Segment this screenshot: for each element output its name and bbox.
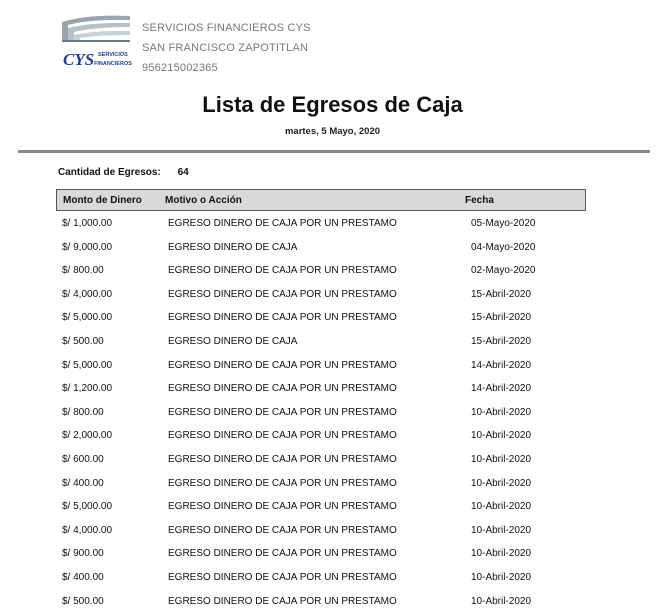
header-fecha: Fecha [465,195,494,206]
table-row [56,236,586,260]
cell-motivo: EGRESO DINERO DE CAJA POR UN PRESTAMO [168,265,397,277]
table-row [56,424,586,448]
cell-fecha: 10-Abril-2020 [471,453,532,465]
cell-motivo: EGRESO DINERO DE CAJA POR UN PRESTAMO [168,288,397,300]
cell-fecha: 10-Abril-2020 [471,477,532,489]
logo-brand-text: CYS [63,50,95,69]
cell-motivo: EGRESO DINERO DE CAJA POR UN PRESTAMO [168,218,397,229]
divider [18,150,650,153]
cell-motivo: EGRESO DINERO DE CAJA POR UN PRESTAMO [168,595,397,607]
company-location: SAN FRANCISCO ZAPOTITLAN [142,42,309,54]
cell-fecha: 02-Mayo-2020 [471,265,536,277]
table-row [56,542,586,566]
cell-motivo: EGRESO DINERO DE CAJA POR UN PRESTAMO [168,359,397,371]
cell-fecha: 10-Abril-2020 [471,524,532,536]
cell-monto: $/ 1,000.00 [62,218,113,229]
logo-tagline-1: SERVICIOS [98,52,128,58]
cell-motivo: EGRESO DINERO DE CAJA POR UN PRESTAMO [168,406,397,418]
cell-monto: $/ 1,200.00 [62,383,113,395]
cell-monto: $/ 600.00 [62,453,104,465]
cell-fecha: 04-Mayo-2020 [471,241,536,253]
table-row [56,590,586,613]
cell-fecha: 05-Mayo-2020 [471,218,536,229]
cell-motivo: EGRESO DINERO DE CAJA POR UN PRESTAMO [168,571,397,583]
header-motivo: Motivo o Acción [165,195,242,206]
cell-monto: $/ 900.00 [62,548,104,560]
table-row [56,283,586,307]
table-row [56,354,586,378]
cell-monto: $/ 5,000.00 [62,359,113,371]
cell-fecha: 10-Abril-2020 [471,595,532,607]
table-row [56,472,586,496]
cell-fecha: 10-Abril-2020 [471,571,532,583]
cell-monto: $/ 2,000.00 [62,430,113,442]
table-row [56,306,586,330]
table-row [56,330,586,354]
count-label: Cantidad de Egresos: [58,167,161,178]
count-value: 64 [177,167,189,178]
table-row [56,448,586,472]
count-row [58,167,189,178]
cell-motivo: EGRESO DINERO DE CAJA POR UN PRESTAMO [168,430,397,442]
cell-fecha: 15-Abril-2020 [471,335,532,347]
cell-monto: $/ 5,000.00 [62,501,113,513]
report-date: martes, 5 Mayo, 2020 [284,126,381,137]
header-monto: Monto de Dinero [63,195,142,206]
cell-monto: $/ 800.00 [62,406,104,418]
company-logo [58,10,134,74]
company-phone: 956215002365 [142,62,218,74]
report-header [58,10,658,80]
table-row [56,259,586,283]
cell-monto: $/ 4,000.00 [62,288,113,300]
cell-monto: $/ 500.00 [62,595,104,607]
table-row [56,212,586,236]
cell-motivo: EGRESO DINERO DE CAJA POR UN PRESTAMO [168,477,397,489]
cell-monto: $/ 800.00 [62,265,104,277]
table-row [56,401,586,425]
table-row [56,377,586,401]
cell-fecha: 10-Abril-2020 [471,501,532,513]
cell-motivo: EGRESO DINERO DE CAJA POR UN PRESTAMO [168,501,397,513]
cell-fecha: 10-Abril-2020 [471,548,532,560]
cell-fecha: 15-Abril-2020 [471,312,532,324]
cell-motivo: EGRESO DINERO DE CAJA POR UN PRESTAMO [168,524,397,536]
cell-fecha: 10-Abril-2020 [471,430,532,442]
report-title: Lista de Egresos de Caja [202,92,463,117]
cell-fecha: 14-Abril-2020 [471,359,532,371]
cell-monto: $/ 5,000.00 [62,312,113,324]
cell-monto: $/ 400.00 [62,477,104,489]
logo-tagline-2: FINANCIEROS [94,61,132,67]
cell-fecha: 15-Abril-2020 [471,288,532,300]
cell-motivo: EGRESO DINERO DE CAJA POR UN PRESTAMO [168,383,397,395]
table-row [56,519,586,543]
cell-motivo: EGRESO DINERO DE CAJA [168,241,298,253]
cell-motivo: EGRESO DINERO DE CAJA POR UN PRESTAMO [168,312,397,324]
company-info [142,18,311,78]
cell-monto: $/ 400.00 [62,571,104,583]
cell-monto: $/ 9,000.00 [62,241,113,253]
cell-fecha: 14-Abril-2020 [471,383,532,395]
cell-motivo: EGRESO DINERO DE CAJA POR UN PRESTAMO [168,453,397,465]
table-row [56,566,586,590]
cell-fecha: 10-Abril-2020 [471,406,532,418]
cell-motivo: EGRESO DINERO DE CAJA POR UN PRESTAMO [168,548,397,560]
cell-monto: $/ 500.00 [62,335,104,347]
cell-monto: $/ 4,000.00 [62,524,113,536]
table-body [56,212,586,613]
table-row [56,495,586,519]
cell-motivo: EGRESO DINERO DE CAJA [168,335,298,347]
company-name: SERVICIOS FINANCIEROS CYS [142,22,311,34]
table-header [56,189,586,211]
